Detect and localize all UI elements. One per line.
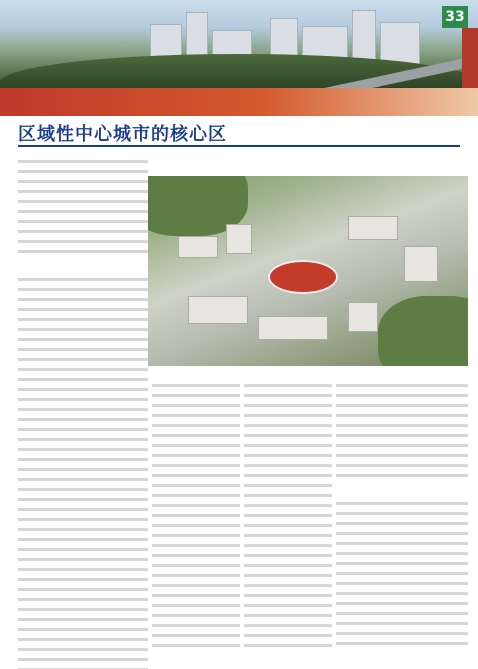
photo-caption [230,368,468,378]
text-column-3 [244,384,332,654]
headline-rule [18,145,460,147]
intro-band [0,88,478,116]
city-aerial-photo [148,176,468,366]
text-column-1 [18,160,148,669]
central-plaza [268,260,338,294]
section-strip [462,28,478,88]
page-number: 33 [442,6,468,28]
text-column-4 [336,384,468,652]
header-photo [0,0,478,88]
page-headline: 区域性中心城市的核心区 [18,124,227,145]
text-column-2 [152,384,240,654]
